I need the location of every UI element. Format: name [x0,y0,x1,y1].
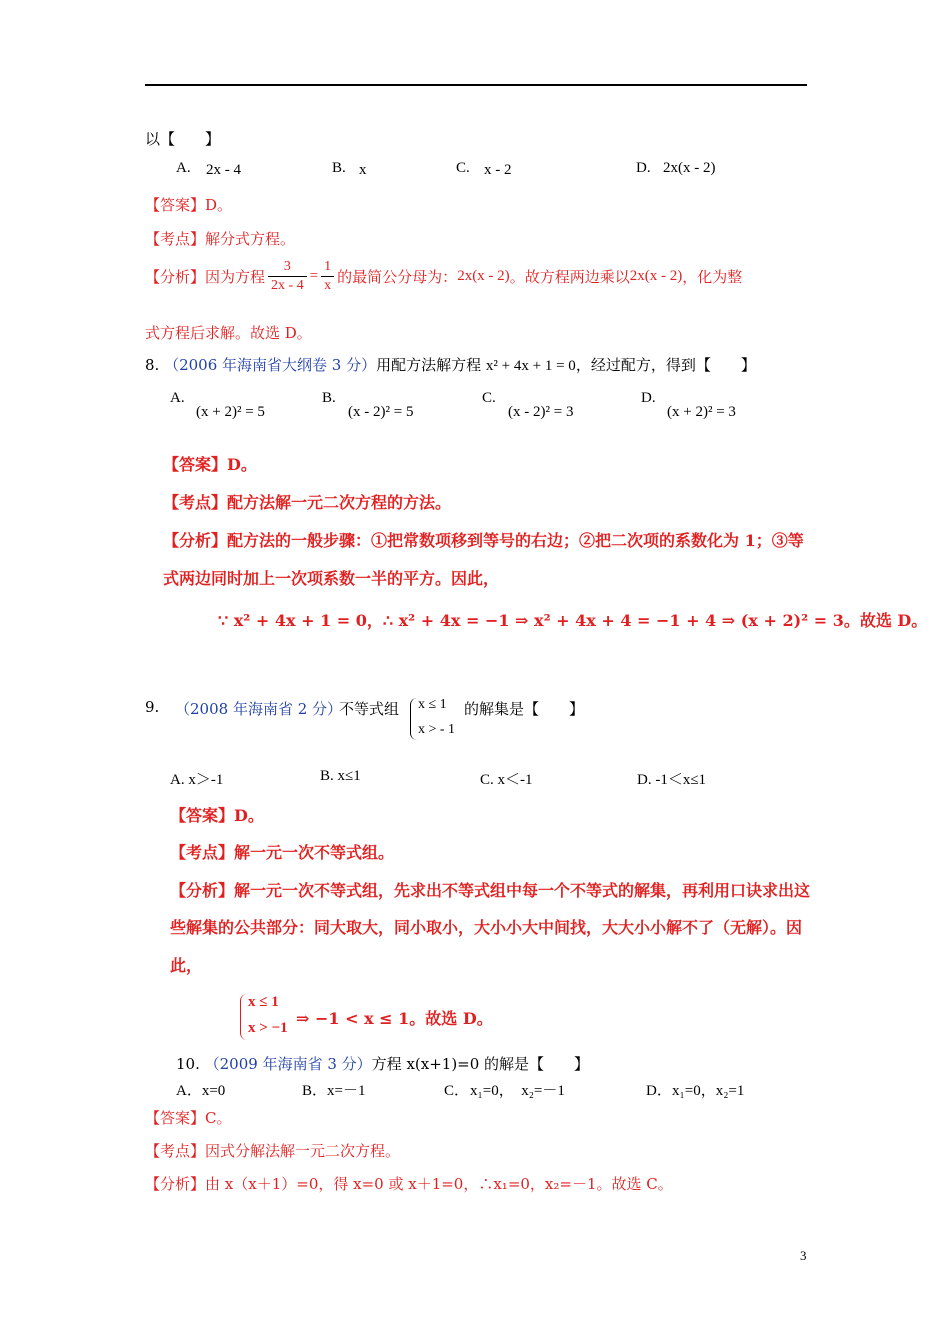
q8-opt-d: (x + 2)² = 3 [667,404,736,420]
q10-source: （2009 年海南省 3 分） [204,1055,372,1073]
q10-opt-a: A．x=0 [176,1083,226,1099]
q9-answer: 【答案】D。 [170,806,264,825]
q9-opt-d: D. -1＜x≤1 [637,772,707,788]
q8-answer: 【答案】D。 [163,455,257,474]
q10-answer: 【答案】C。 [145,1109,232,1127]
q10-opt-b: B．x=－1 [302,1083,366,1099]
q8-analysis-line3: ∵ x² + 4x + 1 = 0，∴ x² + 4x = −1 ⇒ x² + 4x + 4 = −1 + 4 ⇒ (x + 2)² = 3。故选 D。 [218,611,928,630]
q9-system-brace [410,698,417,740]
q9-opt-b: B. x≤1 [320,768,361,784]
q9-point: 【考点】解一元一次不等式组。 [170,843,395,862]
q9-stem-pre: 不等式组 [339,700,400,718]
q9-result-conclusion: ⇒ −1 < x ≤ 1。故选 D。 [296,1009,493,1028]
q8-opt-a-label: A. [170,390,185,406]
q10-opt-c: x₁=0， x₂=－1 [470,1083,565,1099]
q9-system-line2: x > - 1 [418,722,456,737]
q10-analysis: 【分析】由 x（x＋1）=0，得 x=0 或 x＋1=0，∴x₁=0，x₂=－1。故选 C。 [145,1175,673,1193]
q7-opt-d-label: D. [636,160,651,176]
q8-stem: 8. （2006 年海南省大纲卷 3 分）用配方法解方程 x² + 4x + 1 = 0，经过配方，得到【 】 [145,356,756,374]
q7-opt-b: x [359,162,367,178]
page-number: 3 [800,1248,807,1263]
q7-fraction-1: $\frac{3}{2x - 4}$ [268,258,307,295]
q8-analysis: 【分析】配方法的一般步骤：①把常数项移到等号的右边；②把二次项的系数化为 1；③等 [163,531,804,550]
q9-analysis-line2: 些解集的公共部分：同大取大，同小取小，大小小大中间找，大大小小解不了（无解）。因 [170,918,803,937]
q7-analysis: 【分析】 因为方程 $\frac{3}{2x - 4}$ = $\frac{1}{x}$ 的最简公分母为： 2x(x - 2) 。故方程两边乘以 2x(x - 2) ，化为整 [145,259,743,293]
q7-opt-b-label: B. [332,160,346,176]
q9-analysis-line3: 此， [170,956,203,975]
q7-stem-tail: 以【 】 [145,130,221,148]
q8-point: 【考点】配方法解一元二次方程的方法。 [163,493,452,512]
q9-result-line1: x ≤ 1 [248,994,279,1010]
q9-stem-post: 的解集是【 】 [464,700,585,718]
q8-opt-b-label: B. [322,390,336,406]
q10-opt-d: x₁=0，x₂=1 [672,1083,745,1099]
q9-opt-c: C. x＜-1 [480,772,533,788]
header-rule [145,84,807,86]
q8-opt-a: (x + 2)² = 5 [196,404,265,420]
q8-analysis-line2: 式两边同时加上一次项系数一半的平方。因此， [163,569,500,588]
q9-number: 9. [145,698,160,716]
q7-opt-d: 2x(x - 2) [663,160,716,176]
q7-point: 【考点】解分式方程。 [145,230,296,248]
q9-opt-a: A. x＞-1 [170,772,224,788]
q7-opt-c: x - 2 [484,162,512,178]
q10-stem: 10. （2009 年海南省 3 分）方程 x(x+1)=0 的解是【 】 [176,1055,590,1073]
q10-point: 【考点】因式分解法解一元二次方程。 [145,1142,401,1160]
q9-analysis: 【分析】解一元一次不等式组，先求出不等式组中每一个不等式的解集，再利用口诀求出这 [170,881,811,900]
q10-opt-c-label: C． [444,1083,470,1099]
q8-opt-c-label: C. [482,390,496,406]
q8-source: （2006 年海南省大纲卷 3 分） [164,356,377,374]
q7-analysis-line2: 式方程后求解。故选 D。 [145,324,312,342]
q7-answer: 【答案】D。 [145,196,233,214]
q8-opt-d-label: D. [641,390,656,406]
q7-opt-a-label: A. [176,160,191,176]
q8-opt-b: (x - 2)² = 5 [348,404,414,420]
q10-opt-d-label: D． [646,1083,672,1099]
q9-result-brace [240,994,247,1040]
q9-result-line2: x > −1 [248,1020,288,1036]
q9-system-line1: x ≤ 1 [418,697,447,712]
q7-fraction-2: $\frac{1}{x}$ [321,258,334,295]
q8-opt-c: (x - 2)² = 3 [508,404,574,420]
q7-opt-a: 2x - 4 [206,162,241,178]
q9-source: （2008 年海南省 2 分） [175,700,343,718]
q7-opt-c-label: C. [456,160,470,176]
